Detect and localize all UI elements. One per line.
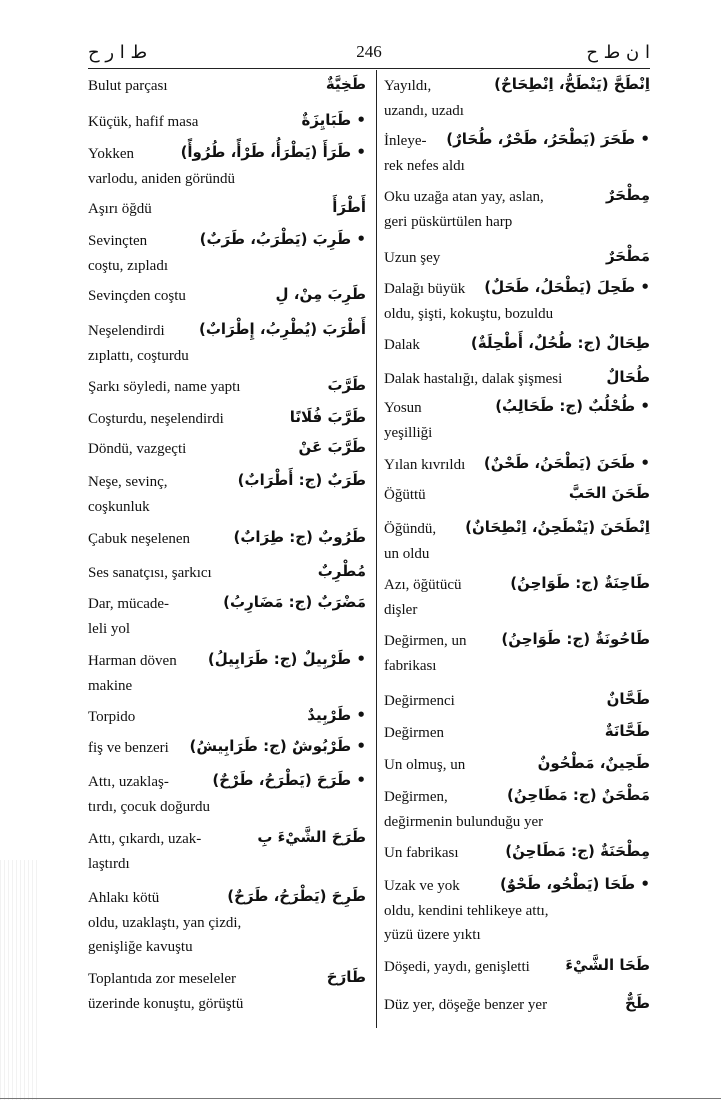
column-divider — [376, 70, 377, 1028]
arabic-headword: أَطْرَأَ — [332, 198, 366, 216]
turkish-meaning-continued: laştırdı — [88, 855, 130, 872]
arabic-headword: مُطْرِبٌ — [317, 562, 366, 580]
dictionary-entry — [384, 721, 650, 746]
turkish-meaning: Düz yer, döşeğe benzer yer — [384, 997, 548, 1013]
dictionary-entry — [384, 993, 650, 1018]
turkish-meaning-continued: zıplattı, coşturdu — [88, 347, 189, 364]
turkish-meaning: Harman döven — [88, 653, 177, 669]
arabic-headword: طَرَّبَ فُلَانًا — [289, 408, 366, 426]
turkish-meaning-continued: oldu, şişti, kokuştu, bozuldu — [384, 305, 554, 322]
turkish-meaning-continued: uzandı, uzadı — [384, 102, 464, 119]
arabic-headword: • طَرَحَ (يَطْرَحُ، طَرْحٌ) — [212, 771, 366, 789]
turkish-meaning: Oku uzağa atan yay, aslan, — [384, 189, 544, 205]
turkish-meaning: Sevinçden coştu — [88, 288, 186, 304]
turkish-meaning: Değirmen — [384, 725, 444, 741]
arabic-headword: طَحٌّ — [625, 994, 650, 1012]
arabic-headword: طَحَّانَةٌ — [604, 722, 650, 740]
arabic-headword: مِطْحَرٌ — [605, 186, 650, 204]
arabic-headword: • طَرَأَ (يَطْرَأُ، طَرْأً، طُرُوأً) — [180, 143, 366, 161]
turkish-meaning: Dar, mücade- — [88, 596, 170, 612]
dictionary-entry — [384, 396, 650, 445]
dictionary-entry — [88, 705, 366, 730]
dictionary-entry — [384, 517, 650, 566]
arabic-headword: مَطْحَنٌ (ج: مَطَاحِنُ) — [506, 786, 650, 804]
arabic-headword: طَرَحَ الشَّيْءَ بِ — [257, 828, 366, 846]
dictionary-entry — [88, 407, 366, 432]
turkish-meaning: Öğüttü — [384, 487, 426, 503]
dictionary-entry — [88, 142, 366, 191]
turkish-meaning: Şarkı söyledi, name yaptı — [88, 379, 241, 395]
dictionary-entry — [88, 470, 366, 519]
scan-bottom-edge — [0, 1098, 721, 1099]
page-header — [88, 40, 650, 64]
dictionary-entry — [384, 841, 650, 866]
arabic-headword: طَحَّانٌ — [606, 690, 650, 708]
turkish-meaning: Öğündü, — [384, 521, 437, 537]
arabic-headword: • طَبَايِزَةٌ — [301, 111, 366, 129]
turkish-meaning-continued: rek nefes aldı — [384, 157, 465, 174]
turkish-meaning: Uzun şey — [384, 250, 441, 266]
arabic-headword: أَطْرَبَ (يُطْرِبُ، إِطْرَابٌ) — [199, 320, 366, 338]
turkish-meaning: fiş ve benzeri — [88, 740, 169, 756]
arabic-headword: اِنْطَحَّ (يَنْطَحُّ، اِنْطِحَاحٌ) — [494, 75, 650, 93]
turkish-meaning: Sevinçten — [88, 233, 148, 249]
turkish-meaning: Dalağı büyük — [384, 281, 466, 297]
arabic-headword: • طَحِلَ (يَطْحَلُ، طَحَلٌ) — [484, 278, 650, 296]
arabic-headword: طَرَبٌ (ج: أَطْرَابٌ) — [237, 471, 366, 489]
dictionary-entry — [384, 629, 650, 678]
turkish-meaning: Attı, uzaklaş- — [88, 774, 169, 790]
turkish-meaning-continued: makine — [88, 677, 133, 694]
turkish-meaning: Aşırı öğdü — [88, 201, 152, 217]
arabic-headword: طَحَنَ الحَبَّ — [568, 484, 650, 502]
turkish-meaning: İnleye- — [384, 133, 427, 149]
dictionary-entry — [384, 453, 650, 478]
dictionary-entry — [384, 333, 650, 358]
arabic-headword: طَحِينٌ، مَطْحُونٌ — [537, 754, 650, 772]
turkish-meaning: Un olmuş, un — [384, 757, 466, 773]
turkish-meaning: Dalak hastalığı, dalak şişmesi — [384, 371, 563, 387]
arabic-headword: طَرُوبٌ (ج: طِرَابٌ) — [233, 528, 366, 546]
arabic-headword: • طَحَنَ (يَطْحَنُ، طَحْنٌ) — [483, 454, 650, 472]
arabic-headword: طِحَالٌ (ج: طُحُلٌ، أَطْحِلَةٌ) — [470, 334, 650, 352]
dictionary-entry — [88, 649, 366, 698]
turkish-meaning-continued: oldu, uzaklaştı, yan çizdi, — [88, 914, 242, 931]
turkish-meaning: Ses sanatçısı, şarkıcı — [88, 565, 212, 581]
dictionary-entry — [88, 561, 366, 586]
dictionary-entry — [384, 689, 650, 714]
turkish-meaning: Toplantıda zor meseleler — [88, 971, 237, 987]
turkish-meaning: Küçük, hafif masa — [88, 114, 199, 130]
arabic-headword: • طَرْبِيدٌ — [307, 706, 366, 724]
turkish-meaning-continued: değirmenin bulunduğu yer — [384, 813, 544, 830]
turkish-meaning-continued: geri püskürtülen harp — [384, 213, 513, 230]
arabic-headword: طَرِبَ مِنْ، لِ — [275, 285, 366, 303]
turkish-meaning: Dalak — [384, 337, 420, 353]
turkish-meaning: Yılan kıvrıldı — [384, 457, 466, 473]
header-rule — [88, 68, 650, 69]
arabic-headword: • طَرِبَ (يَطْرَبُ، طَرَبٌ) — [199, 230, 366, 248]
turkish-meaning-continued: oldu, kendini tehlikeye attı, — [384, 902, 549, 919]
turkish-meaning-continued: leli yol — [88, 620, 131, 637]
arabic-headword: • طَرْبُوشٌ (ج: طَرَابِيشُ) — [189, 737, 366, 755]
turkish-meaning-continued: tırdı, çocuk doğurdu — [88, 798, 211, 815]
turkish-meaning: Döşedi, yaydı, genişletti — [384, 959, 530, 975]
dictionary-entry — [384, 277, 650, 326]
dictionary-entry — [88, 827, 366, 876]
turkish-meaning: Bulut parçası — [88, 78, 168, 94]
dictionary-entry — [384, 483, 650, 508]
dictionary-entry — [88, 770, 366, 819]
arabic-headword: طَارَحَ — [326, 968, 366, 986]
turkish-meaning-continued: yüzü üzere yıktı — [384, 927, 481, 943]
header-guide-letters-left: ط ا ر ح — [88, 42, 148, 63]
turkish-meaning: Neşe, sevinç, — [88, 474, 168, 490]
arabic-headword: • طَحَا (يَطْحُو، طَحْوٌ) — [499, 875, 650, 893]
arabic-headword: مَطْحَرٌ — [605, 247, 650, 265]
turkish-meaning: Torpido — [88, 709, 136, 725]
arabic-headword: اِنْطَحَنَ (يَنْطَحِنُ، اِنْطِحَانٌ) — [465, 518, 650, 536]
dictionary-entry — [88, 229, 366, 278]
turkish-meaning: Un fabrikası — [384, 845, 459, 861]
dictionary-entry — [88, 886, 366, 960]
arabic-headword: مَضْرَبٌ (ج: مَضَارِبُ) — [223, 593, 366, 611]
turkish-meaning: Döndü, vazgeçti — [88, 441, 187, 457]
turkish-meaning: Değirmenci — [384, 693, 455, 709]
turkish-meaning-continued: coşkunluk — [88, 498, 150, 515]
page-number: 246 — [356, 42, 382, 61]
turkish-meaning: Değirmen, un — [384, 633, 467, 649]
dictionary-entry — [88, 967, 366, 1016]
dictionary-entry — [384, 753, 650, 778]
turkish-meaning: Değirmen, — [384, 789, 448, 805]
scan-margin-smudge — [0, 860, 40, 1100]
arabic-headword: طُحَالٌ — [606, 368, 650, 386]
dictionary-entry — [88, 197, 366, 222]
dictionary-entry — [88, 284, 366, 309]
arabic-headword: طَاحِنَةٌ (ج: طَوَاحِنُ) — [510, 574, 650, 592]
dictionary-entry — [88, 375, 366, 400]
dictionary-entry — [88, 74, 366, 99]
turkish-meaning: Ahlakı kötü — [88, 890, 160, 906]
dictionary-entry — [384, 246, 650, 271]
arabic-headword: مِطْحَنَةٌ (ج: مَطَاحِنُ) — [505, 842, 650, 860]
turkish-meaning-continued: un oldu — [384, 545, 430, 562]
turkish-meaning: Coşturdu, neşelendirdi — [88, 411, 224, 427]
dictionary-entry — [384, 74, 650, 123]
dictionary-entry — [384, 874, 650, 948]
arabic-headword: طَحَا الشَّيْءَ — [565, 956, 650, 974]
dictionary-entry — [384, 573, 650, 622]
turkish-meaning: Yokken — [88, 146, 134, 162]
header-guide-letters-right: ا ن ط ح — [586, 42, 650, 63]
dictionary-entry — [384, 955, 650, 980]
turkish-meaning-continued: genişliğe kavuştu — [88, 939, 193, 955]
turkish-meaning-continued: fabrikası — [384, 657, 437, 674]
dictionary-entry — [88, 736, 366, 761]
turkish-meaning: Çabuk neşelenen — [88, 531, 191, 547]
dictionary-entry — [88, 110, 366, 135]
turkish-meaning-continued: varlodu, aniden göründü — [88, 170, 236, 187]
turkish-meaning-continued: dişler — [384, 601, 418, 618]
turkish-meaning: Azı, öğütücü — [384, 577, 462, 593]
arabic-headword: • طَرْبِيلٌ (ج: طَرَابِيلُ) — [207, 650, 366, 668]
turkish-meaning: Attı, çıkardı, uzak- — [88, 831, 202, 847]
dictionary-entry — [88, 592, 366, 641]
dictionary-entry — [88, 319, 366, 368]
dictionary-entry — [88, 527, 366, 552]
arabic-headword: طَاحُونَةٌ (ج: طَوَاحِنُ) — [501, 630, 650, 648]
arabic-headword: طَخِيَّةٌ — [325, 75, 366, 93]
turkish-meaning: Yosun — [384, 400, 422, 416]
dictionary-entry — [88, 437, 366, 462]
turkish-meaning-continued: coştu, zıpladı — [88, 257, 168, 274]
turkish-meaning: Uzak ve yok — [384, 878, 460, 894]
turkish-meaning: Yayıldı, — [384, 78, 432, 94]
dictionary-entry — [384, 129, 650, 178]
dictionary-entry — [384, 367, 650, 392]
dictionary-entry — [384, 785, 650, 834]
arabic-headword: طَرِحَ (يَطْرَحُ، طَرَحٌ) — [227, 887, 366, 905]
arabic-headword: طَرَّبَ عَنْ — [298, 438, 366, 456]
turkish-meaning-continued: yeşilliği — [384, 424, 433, 441]
turkish-meaning: Neşelendirdi — [88, 323, 165, 339]
arabic-headword: • طُحْلُبٌ (ج: طَحَالِبُ) — [495, 397, 650, 415]
arabic-headword: طَرَّبَ — [327, 376, 366, 394]
dictionary-entry — [384, 185, 650, 234]
turkish-meaning-continued: üzerinde konuştu, görüştü — [88, 995, 244, 1012]
arabic-headword: • طَحَرَ (يَطْحَرُ، طَحْرٌ، طُحَارٌ) — [446, 130, 650, 148]
